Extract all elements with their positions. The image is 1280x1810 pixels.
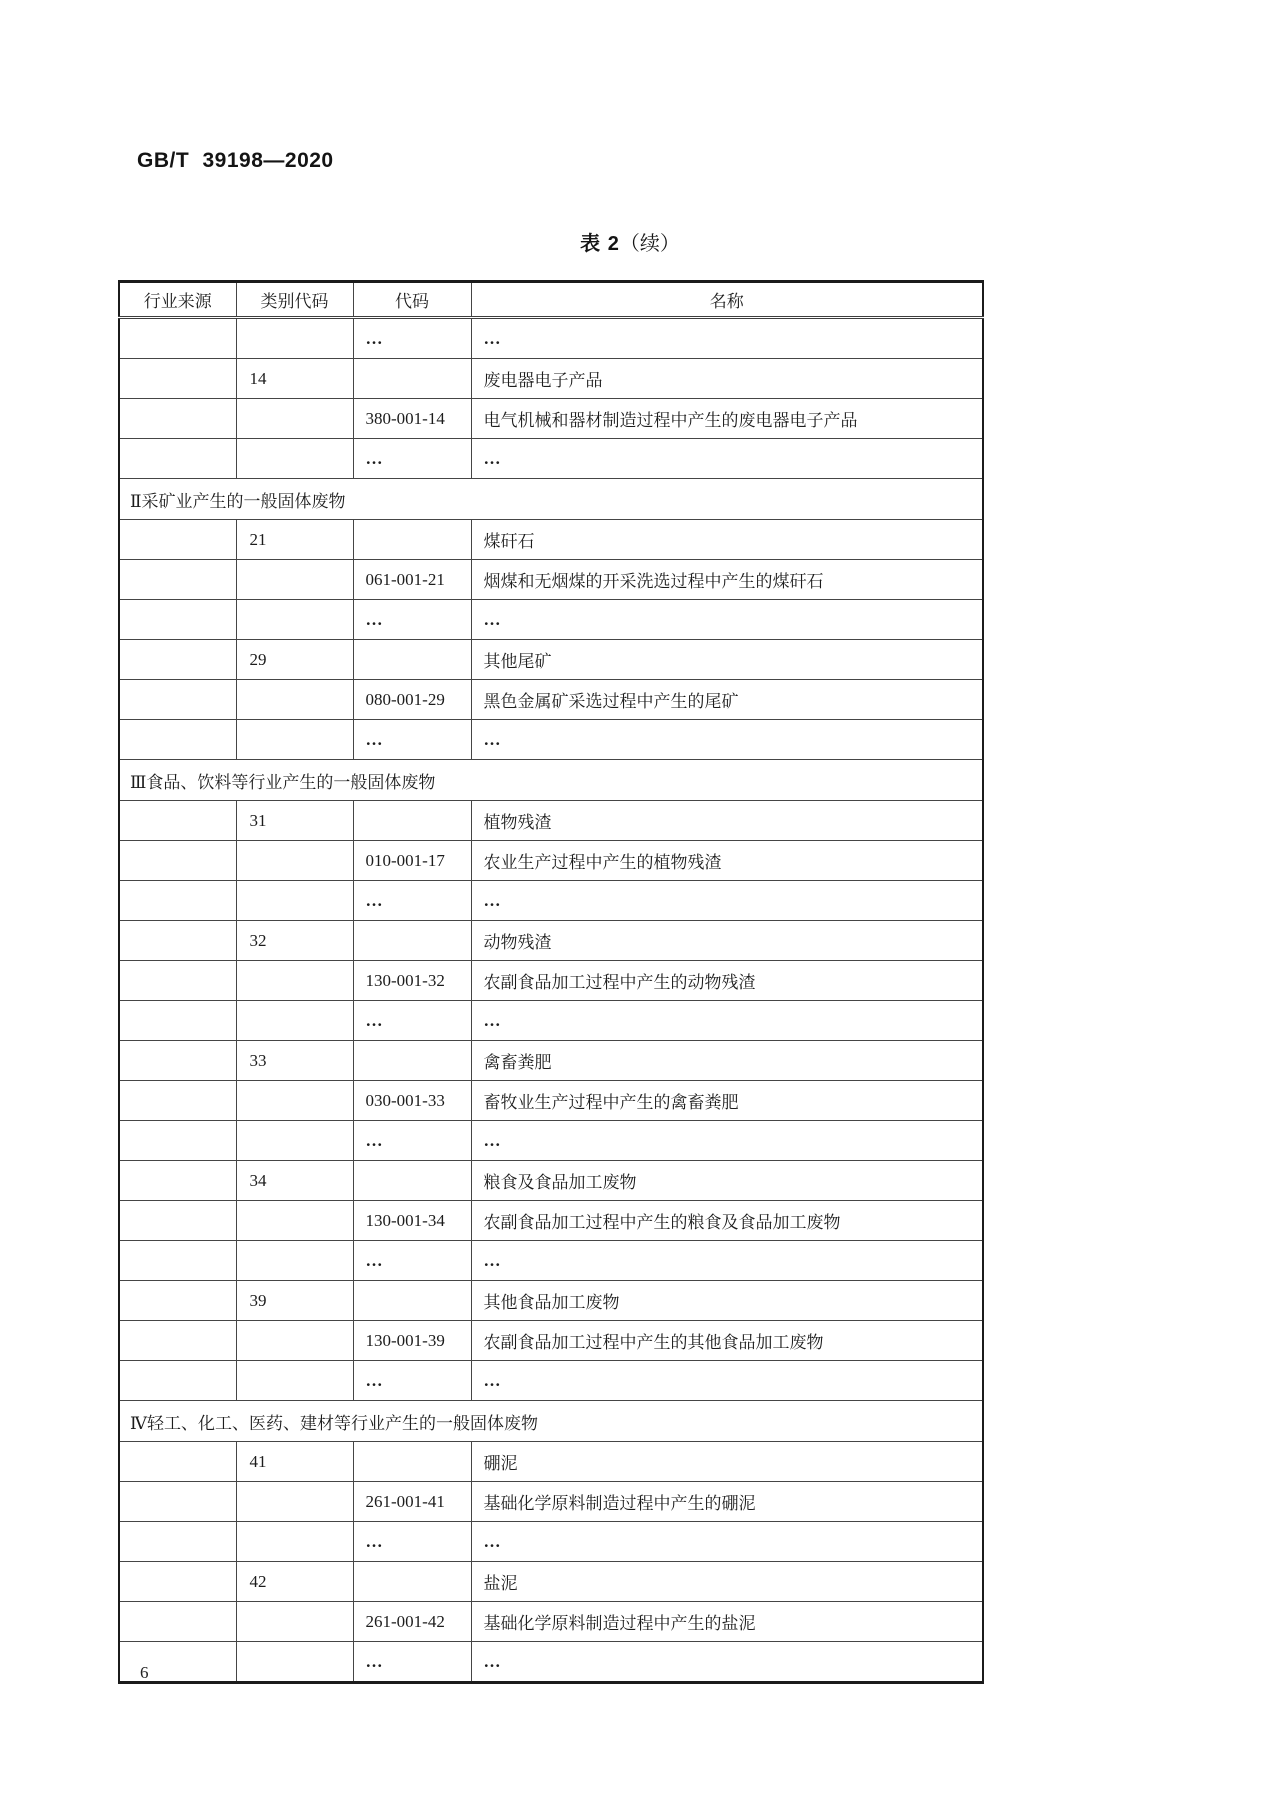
code-cell: …: [353, 1121, 471, 1161]
table-row: [119, 640, 983, 680]
name-cell: …: [471, 318, 983, 359]
name-cell: 动物残渣: [471, 921, 983, 961]
table-row: [119, 1442, 983, 1482]
category-cell: [236, 1121, 353, 1161]
industry-cell: [119, 1321, 236, 1361]
table-row: [119, 1522, 983, 1562]
name-cell: …: [471, 1241, 983, 1281]
industry-cell: [119, 1121, 236, 1161]
table-row: [119, 1321, 983, 1361]
table-header: [119, 282, 983, 318]
table-row: [119, 1001, 983, 1041]
category-cell: [236, 841, 353, 881]
industry-cell: [119, 1241, 236, 1281]
industry-cell: [119, 1361, 236, 1401]
category-cell: 42: [236, 1562, 353, 1602]
name-cell: 植物残渣: [471, 801, 983, 841]
table-row: [119, 1562, 983, 1602]
category-cell: 14: [236, 359, 353, 399]
table-row: [119, 1081, 983, 1121]
name-cell: …: [471, 1001, 983, 1041]
page-number: 6: [140, 1663, 149, 1682]
table-row: [119, 439, 983, 479]
table-row: [119, 1642, 983, 1683]
code-cell: …: [353, 318, 471, 359]
table-row: [119, 1041, 983, 1081]
name-cell: 电气机械和器材制造过程中产生的废电器电子产品: [471, 399, 983, 439]
code-cell: [353, 1281, 471, 1321]
category-cell: 34: [236, 1161, 353, 1201]
category-cell: 31: [236, 801, 353, 841]
category-cell: [236, 961, 353, 1001]
industry-cell: [119, 1001, 236, 1041]
industry-cell: [119, 1442, 236, 1482]
code-cell: [353, 520, 471, 560]
category-cell: 21: [236, 520, 353, 560]
industry-cell: [119, 1522, 236, 1562]
code-cell: 130-001-34: [353, 1201, 471, 1241]
name-cell: 其他食品加工废物: [471, 1281, 983, 1321]
category-cell: [236, 1361, 353, 1401]
code-cell: 010-001-17: [353, 841, 471, 881]
category-cell: 39: [236, 1281, 353, 1321]
category-cell: [236, 1642, 353, 1683]
category-cell: [236, 881, 353, 921]
name-cell: …: [471, 1522, 983, 1562]
table-title: [0, 227, 1260, 256]
table-row: [119, 680, 983, 720]
category-cell: 32: [236, 921, 353, 961]
industry-cell: [119, 600, 236, 640]
category-cell: [236, 560, 353, 600]
table-title-suffix: （续）: [619, 233, 680, 255]
name-cell: 废电器电子产品: [471, 359, 983, 399]
code-cell: [353, 801, 471, 841]
category-cell: 41: [236, 1442, 353, 1482]
name-cell: 农副食品加工过程中产生的粮食及食品加工废物: [471, 1201, 983, 1241]
industry-cell: [119, 680, 236, 720]
code-cell: …: [353, 1001, 471, 1041]
code-cell: …: [353, 1241, 471, 1281]
table-row: [119, 1602, 983, 1642]
table-row: [119, 881, 983, 921]
industry-cell: [119, 881, 236, 921]
industry-cell: [119, 1041, 236, 1081]
header-row: [119, 282, 983, 318]
code-cell: 130-001-39: [353, 1321, 471, 1361]
code-cell: …: [353, 1361, 471, 1401]
waste-classification-table: [118, 280, 984, 1684]
code-cell: …: [353, 881, 471, 921]
section-label: Ⅱ采矿业产生的一般固体废物: [119, 479, 983, 520]
category-cell: [236, 439, 353, 479]
name-cell: …: [471, 600, 983, 640]
code-cell: [353, 1562, 471, 1602]
industry-cell: [119, 1201, 236, 1241]
table-row: [119, 841, 983, 881]
category-cell: [236, 1201, 353, 1241]
name-cell: 硼泥: [471, 1442, 983, 1482]
category-cell: [236, 1321, 353, 1361]
industry-cell: [119, 399, 236, 439]
code-cell: 380-001-14: [353, 399, 471, 439]
name-cell: 畜牧业生产过程中产生的禽畜粪肥: [471, 1081, 983, 1121]
code-cell: 030-001-33: [353, 1081, 471, 1121]
category-cell: [236, 600, 353, 640]
code-cell: [353, 359, 471, 399]
table-row: [119, 801, 983, 841]
name-cell: 黑色金属矿采选过程中产生的尾矿: [471, 680, 983, 720]
table-body: [119, 318, 983, 1683]
table-row: [119, 1161, 983, 1201]
industry-cell: [119, 520, 236, 560]
name-cell: 农副食品加工过程中产生的动物残渣: [471, 961, 983, 1001]
code-cell: [353, 1442, 471, 1482]
section-row: [119, 479, 983, 520]
name-cell: 粮食及食品加工废物: [471, 1161, 983, 1201]
name-cell: 基础化学原料制造过程中产生的盐泥: [471, 1602, 983, 1642]
name-cell: 农业生产过程中产生的植物残渣: [471, 841, 983, 881]
name-cell: 其他尾矿: [471, 640, 983, 680]
code-cell: [353, 1041, 471, 1081]
name-cell: …: [471, 1361, 983, 1401]
industry-cell: [119, 801, 236, 841]
industry-cell: [119, 318, 236, 359]
industry-cell: [119, 720, 236, 760]
column-header-name: 名称: [471, 282, 983, 318]
name-cell: 煤矸石: [471, 520, 983, 560]
column-header-code: 代码: [353, 282, 471, 318]
code-cell: …: [353, 600, 471, 640]
code-cell: 080-001-29: [353, 680, 471, 720]
column-header-industry-source: 行业来源: [119, 282, 236, 318]
name-cell: 禽畜粪肥: [471, 1041, 983, 1081]
name-cell: …: [471, 1642, 983, 1683]
section-row: [119, 1401, 983, 1442]
industry-cell: [119, 961, 236, 1001]
category-cell: 29: [236, 640, 353, 680]
section-row: [119, 760, 983, 801]
code-cell: …: [353, 1642, 471, 1683]
column-header-category-code: 类别代码: [236, 282, 353, 318]
name-cell: 农副食品加工过程中产生的其他食品加工废物: [471, 1321, 983, 1361]
category-cell: [236, 1522, 353, 1562]
category-cell: [236, 1241, 353, 1281]
industry-cell: [119, 359, 236, 399]
code-cell: 061-001-21: [353, 560, 471, 600]
name-cell: …: [471, 1121, 983, 1161]
category-cell: [236, 1001, 353, 1041]
category-cell: [236, 1081, 353, 1121]
industry-cell: [119, 1281, 236, 1321]
category-cell: [236, 1602, 353, 1642]
industry-cell: [119, 841, 236, 881]
industry-cell: [119, 1161, 236, 1201]
industry-cell: [119, 921, 236, 961]
table-row: [119, 1121, 983, 1161]
name-cell: 基础化学原料制造过程中产生的硼泥: [471, 1482, 983, 1522]
industry-cell: [119, 1562, 236, 1602]
name-cell: 盐泥: [471, 1562, 983, 1602]
name-cell: …: [471, 439, 983, 479]
code-cell: [353, 640, 471, 680]
category-cell: [236, 680, 353, 720]
code-cell: 130-001-32: [353, 961, 471, 1001]
code-cell: [353, 921, 471, 961]
table-title-main: 表 2: [580, 233, 620, 255]
name-cell: …: [471, 881, 983, 921]
section-label: Ⅲ食品、饮料等行业产生的一般固体废物: [119, 760, 983, 801]
code-cell: 261-001-42: [353, 1602, 471, 1642]
table-row: [119, 399, 983, 439]
category-cell: 33: [236, 1041, 353, 1081]
code-cell: …: [353, 1522, 471, 1562]
table-row: [119, 1201, 983, 1241]
table-row: [119, 600, 983, 640]
industry-cell: [119, 1482, 236, 1522]
table-row: [119, 921, 983, 961]
code-cell: …: [353, 720, 471, 760]
industry-cell: [119, 1602, 236, 1642]
table-row: [119, 1281, 983, 1321]
industry-cell: [119, 1081, 236, 1121]
category-cell: [236, 720, 353, 760]
table-row: [119, 720, 983, 760]
industry-cell: [119, 1642, 236, 1683]
name-cell: 烟煤和无烟煤的开采洗选过程中产生的煤矸石: [471, 560, 983, 600]
industry-cell: [119, 640, 236, 680]
code-cell: [353, 1161, 471, 1201]
table-row: [119, 1361, 983, 1401]
table-row: [119, 520, 983, 560]
category-cell: [236, 1482, 353, 1522]
industry-cell: [119, 560, 236, 600]
table-row: [119, 1482, 983, 1522]
table-row: [119, 318, 983, 359]
code-cell: …: [353, 439, 471, 479]
category-cell: [236, 399, 353, 439]
table-row: [119, 961, 983, 1001]
category-cell: [236, 318, 353, 359]
section-label: Ⅳ轻工、化工、医药、建材等行业产生的一般固体废物: [119, 1401, 983, 1442]
name-cell: …: [471, 720, 983, 760]
table-row: [119, 560, 983, 600]
industry-cell: [119, 439, 236, 479]
table-row: [119, 1241, 983, 1281]
standard-number: GB/T 39198—2020: [137, 149, 334, 172]
table-row: [119, 359, 983, 399]
code-cell: 261-001-41: [353, 1482, 471, 1522]
